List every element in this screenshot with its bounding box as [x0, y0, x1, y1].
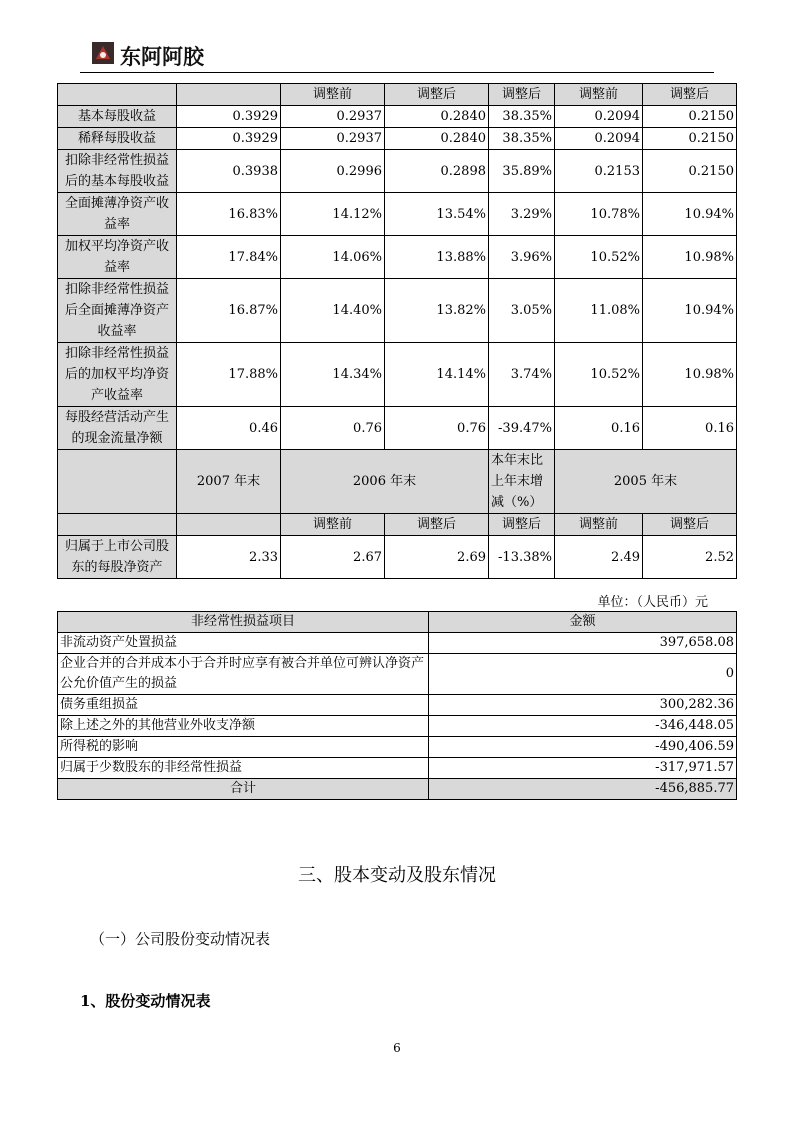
header-cell: 调整前 [555, 84, 643, 106]
value-cell: 0.2150 [643, 128, 737, 150]
table-row [58, 758, 737, 779]
row-label: 扣除非经常性损益后的基本每股收益 [58, 150, 177, 193]
value-cell: 14.40% [281, 279, 385, 343]
table-row [58, 716, 737, 737]
value-cell: 3.74% [489, 343, 555, 407]
row-label: 每股经营活动产生的现金流量净额 [58, 407, 177, 450]
item-column-header: 非经常性损益项目 [58, 612, 429, 633]
table-row [58, 279, 737, 343]
value-cell: 3.29% [489, 193, 555, 236]
value-cell: 10.98% [643, 236, 737, 279]
value-cell: 0.16 [643, 407, 737, 450]
item-cell: 非流动资产处置损益 [58, 633, 429, 654]
value-cell: 14.34% [281, 343, 385, 407]
value-cell: 0.2150 [643, 150, 737, 193]
value-cell: 0.2153 [555, 150, 643, 193]
value-cell: 14.06% [281, 236, 385, 279]
value-cell: 14.14% [385, 343, 489, 407]
header-cell: 调整后 [643, 514, 737, 536]
change-header: 本年末比上年末增减（%） [489, 450, 555, 514]
value-cell: 0.2937 [281, 106, 385, 128]
section-title: 三、股本变动及股东情况 [298, 865, 496, 886]
value-cell: 10.52% [555, 343, 643, 407]
amount-cell: -346,448.05 [429, 716, 737, 737]
subsection-heading: （一）公司股份变动情况表 [90, 930, 271, 948]
table-subheader-row [58, 84, 737, 106]
year-2005-header: 2005 年末 [555, 450, 737, 514]
value-cell: 10.98% [643, 343, 737, 407]
header-cell: 调整后 [489, 514, 555, 536]
value-cell: 0.76 [281, 407, 385, 450]
table-row [58, 536, 737, 579]
row-label: 扣除非经常性损益后的加权平均净资产收益率 [58, 343, 177, 407]
value-cell: 0.2094 [555, 106, 643, 128]
table-row [58, 128, 737, 150]
value-cell: 2.33 [177, 536, 281, 579]
row-label: 归属于上市公司股东的每股净资产 [58, 536, 177, 579]
empty-header-cell [58, 514, 177, 536]
amount-cell: 397,658.08 [429, 633, 737, 654]
value-cell: 17.84% [177, 236, 281, 279]
value-cell: -13.38% [489, 536, 555, 579]
item-cell: 企业合并的合并成本小于合并时应享有被合并单位可辨认净资产公允价值产生的损益 [58, 654, 429, 695]
year-2007-header: 2007 年末 [177, 450, 281, 514]
value-cell: 13.54% [385, 193, 489, 236]
page-header [80, 38, 714, 72]
value-cell: 0.2937 [281, 128, 385, 150]
value-cell: 16.87% [177, 279, 281, 343]
empty-header-cell [58, 84, 177, 106]
table-row [58, 193, 737, 236]
year-2006-header: 2006 年末 [281, 450, 489, 514]
table-row [58, 236, 737, 279]
item-cell: 除上述之外的其他营业外收支净额 [58, 716, 429, 737]
year-header-row [58, 450, 737, 514]
amount-cell: -490,406.59 [429, 737, 737, 758]
value-cell: 14.12% [281, 193, 385, 236]
value-cell: 0.2840 [385, 128, 489, 150]
header-cell: 调整前 [555, 514, 643, 536]
header-cell: 调整后 [643, 84, 737, 106]
value-cell: 0.16 [555, 407, 643, 450]
table-header-row [58, 612, 737, 633]
header-cell: 调整前 [281, 84, 385, 106]
table-row [58, 150, 737, 193]
table-row [58, 695, 737, 716]
financial-indicators-table [57, 83, 737, 579]
amount-cell: -317,971.57 [429, 758, 737, 779]
row-label: 扣除非经常性损益后全面摊薄净资产收益率 [58, 279, 177, 343]
total-row [58, 779, 737, 800]
value-cell: 13.82% [385, 279, 489, 343]
value-cell: 2.52 [643, 536, 737, 579]
header-cell: 调整前 [281, 514, 385, 536]
non-recurring-items-table [57, 611, 737, 800]
value-cell: 0.3929 [177, 128, 281, 150]
row-label: 稀释每股收益 [58, 128, 177, 150]
value-cell: 17.88% [177, 343, 281, 407]
value-cell: 2.67 [281, 536, 385, 579]
header-divider [80, 72, 714, 73]
value-cell: 16.83% [177, 193, 281, 236]
value-cell: 0.2898 [385, 150, 489, 193]
value-cell: 11.08% [555, 279, 643, 343]
value-cell: 3.05% [489, 279, 555, 343]
page-number: 6 [393, 1041, 401, 1055]
header-cell: 调整后 [489, 84, 555, 106]
value-cell: 0.46 [177, 407, 281, 450]
value-cell: 0.2840 [385, 106, 489, 128]
header-cell: 调整后 [385, 84, 489, 106]
value-cell: 10.94% [643, 193, 737, 236]
value-cell: 0.3929 [177, 106, 281, 128]
row-label: 基本每股收益 [58, 106, 177, 128]
value-cell: 0.2094 [555, 128, 643, 150]
total-amount: -456,885.77 [429, 779, 737, 800]
empty-header-cell [58, 450, 177, 514]
table-row [58, 633, 737, 654]
value-cell: 38.35% [489, 106, 555, 128]
value-cell: 10.52% [555, 236, 643, 279]
table-row [58, 407, 737, 450]
value-cell: 2.69 [385, 536, 489, 579]
value-cell: 10.94% [643, 279, 737, 343]
table-row [58, 106, 737, 128]
value-cell: 0.2150 [643, 106, 737, 128]
value-cell: 3.96% [489, 236, 555, 279]
item-cell: 所得税的影响 [58, 737, 429, 758]
value-cell: -39.47% [489, 407, 555, 450]
value-cell: 0.2996 [281, 150, 385, 193]
table-row [58, 654, 737, 695]
item-cell: 归属于少数股东的非经常性损益 [58, 758, 429, 779]
empty-header-cell [177, 84, 281, 106]
value-cell: 2.49 [555, 536, 643, 579]
unit-note: 单位：（人民币）元 [597, 595, 708, 610]
header-cell: 调整后 [385, 514, 489, 536]
value-cell: 10.78% [555, 193, 643, 236]
company-logo-icon [92, 42, 114, 64]
value-cell: 38.35% [489, 128, 555, 150]
subsection-heading: 1、股份变动情况表 [80, 992, 211, 1010]
item-cell: 债务重组损益 [58, 695, 429, 716]
value-cell: 0.76 [385, 407, 489, 450]
amount-cell: 0 [429, 654, 737, 695]
total-label: 合计 [58, 779, 429, 800]
table-subheader-row [58, 514, 737, 536]
value-cell: 0.3938 [177, 150, 281, 193]
amount-cell: 300,282.36 [429, 695, 737, 716]
table-row [58, 343, 737, 407]
row-label: 加权平均净资产收益率 [58, 236, 177, 279]
empty-header-cell [177, 514, 281, 536]
value-cell: 13.88% [385, 236, 489, 279]
value-cell: 35.89% [489, 150, 555, 193]
company-name: 东阿阿胶 [120, 45, 204, 69]
table-row [58, 737, 737, 758]
row-label: 全面摊薄净资产收益率 [58, 193, 177, 236]
amount-column-header: 金额 [429, 612, 737, 633]
